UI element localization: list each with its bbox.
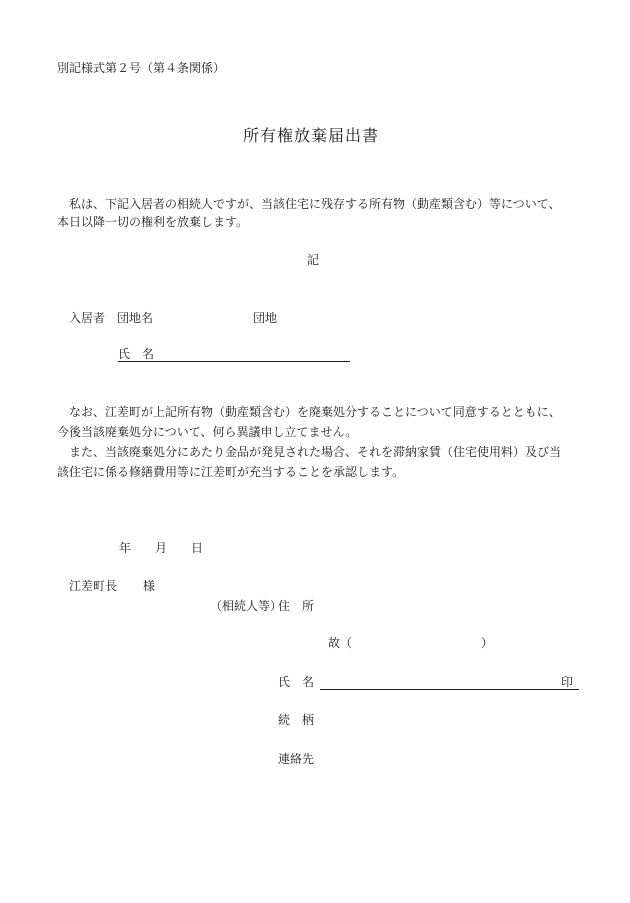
resident-name-underline xyxy=(118,361,350,362)
applicant-name-label: 氏 名 xyxy=(278,675,315,689)
addressee-sama: 様 xyxy=(143,579,156,593)
resident-name-label: 氏 名 xyxy=(118,347,155,361)
consent-line-3: また、当該廃棄処分にあたり金品が発見された場合、それを滞納家賃（住宅使用料）及び当 xyxy=(69,445,562,459)
addressee-label: 江差町長 xyxy=(69,579,118,593)
danchi-suffix: 団地 xyxy=(253,311,278,325)
applicant-role: （相続人等） xyxy=(210,599,283,613)
resident-label: 入居者 xyxy=(69,311,106,325)
relation-label: 続 柄 xyxy=(278,713,315,727)
date-day: 日 xyxy=(191,541,204,555)
date-year: 年 xyxy=(119,541,132,555)
page-title: 所有権放棄届出書 xyxy=(243,126,380,145)
consent-line-2: 今後当該廃棄処分について、何ら異議申し立てません。 xyxy=(57,425,358,439)
address-label: 住 所 xyxy=(278,599,315,613)
date-month: 月 xyxy=(155,541,168,555)
contact-label: 連絡先 xyxy=(278,752,315,766)
deceased-label: 故（ xyxy=(328,636,353,650)
ki-marker: 記 xyxy=(307,253,320,267)
deceased-close: ） xyxy=(481,636,494,650)
intro-line-1: 私は、下記入居者の相続人ですが、当該住宅に残存する所有物（動産類含む）等について、 xyxy=(69,197,561,211)
form-reference: 別記様式第２号（第４条関係） xyxy=(57,61,226,75)
danchi-name-label: 団地名 xyxy=(117,311,154,325)
intro-line-2: 本日以降一切の権利を放棄します。 xyxy=(57,215,249,229)
consent-line-4: 該住宅に係る修繕費用等に江差町が充当することを承認します。 xyxy=(57,465,405,479)
applicant-name-underline xyxy=(320,689,579,690)
consent-line-1: なお、江差町が上記所有物（動産類含む）を廃棄処分することについて同意するとともに、 xyxy=(69,405,561,419)
seal-mark: 印 xyxy=(561,675,574,689)
